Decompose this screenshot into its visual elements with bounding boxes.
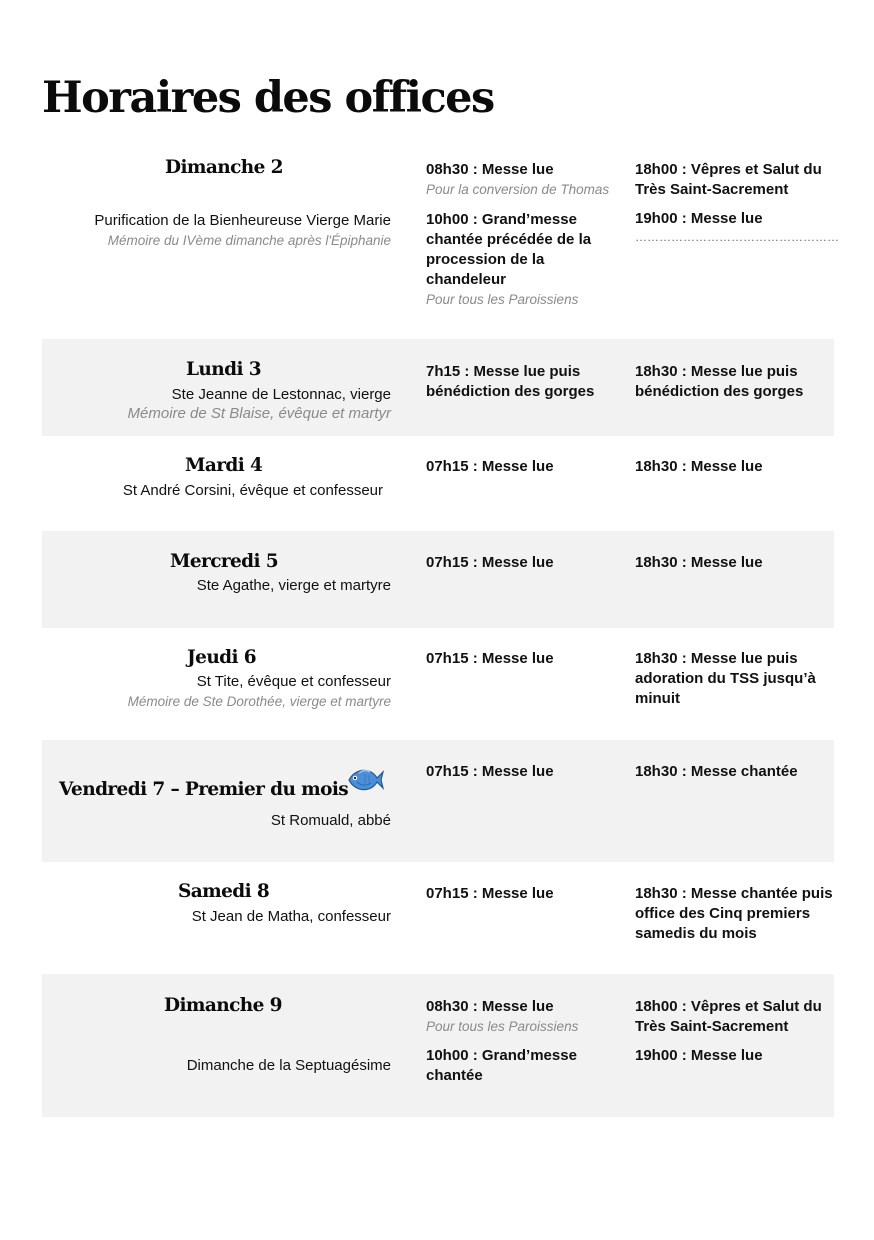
evening-schedule xyxy=(635,649,834,709)
evening-schedule xyxy=(635,997,834,1066)
service-time: 18h00 : Vêpres et Salut du Très Saint-Sacrement xyxy=(635,998,822,1035)
day-title: Samedi 8 xyxy=(178,881,270,902)
mass-intention: Pour la conversion de Thomas xyxy=(426,182,610,197)
dotted-line: …………………………………………… xyxy=(635,230,839,244)
feast-name: St Romuald, abbé xyxy=(270,812,391,829)
morning-schedule xyxy=(426,649,626,669)
mass-intention: Pour tous les Paroissiens xyxy=(426,1019,579,1034)
morning-schedule xyxy=(426,762,626,782)
service-time: 07h15 : Messe lue xyxy=(426,458,554,475)
evening-schedule xyxy=(635,884,834,944)
service-time: 18h30 : Messe chantée xyxy=(635,763,798,780)
evening-schedule xyxy=(635,457,834,477)
service-time: 18h00 : Vêpres et Salut du Très Saint-Sacrement xyxy=(635,161,822,198)
day-row-dimanche-9 xyxy=(42,974,834,1117)
morning-schedule xyxy=(426,457,626,477)
feast-name: Purification de la Bienheureuse Vierge Marie xyxy=(94,212,391,229)
service-time: 19h00 : Messe lue xyxy=(635,210,763,227)
day-row-dimanche-2 xyxy=(42,150,839,339)
service-time: 10h00 : Grand’messe chantée xyxy=(426,1047,577,1084)
evening-schedule xyxy=(635,553,834,573)
service-time: 19h00 : Messe lue xyxy=(635,1047,763,1064)
evening-schedule xyxy=(635,762,834,782)
day-title: Mardi 4 xyxy=(185,455,263,476)
service-time: 18h30 : Messe lue puis adoration du TSS jusqu’à minuit xyxy=(635,650,816,707)
day-row-jeudi-6 xyxy=(42,628,834,740)
memorial-note: Mémoire du IVème dimanche après l'Épiphanie xyxy=(107,233,391,248)
feast-name: St André Corsini, évêque et confesseur xyxy=(122,482,383,499)
service-time: 18h30 : Messe lue puis bénédiction des gorges xyxy=(635,363,804,400)
service-time: 07h15 : Messe lue xyxy=(426,885,554,902)
day-title: Vendredi 7 – Premier du mois xyxy=(59,779,349,800)
feast-name: Ste Agathe, vierge et martyre xyxy=(196,577,391,594)
memorial-note: Mémoire de St Blaise, évêque et martyr xyxy=(127,405,391,422)
memorial-note: Mémoire de Ste Dorothée, vierge et martyre xyxy=(127,694,391,709)
page-title: Horaires des offices xyxy=(42,73,494,123)
feast-name: St Jean de Matha, confesseur xyxy=(191,908,391,925)
day-row-samedi-8 xyxy=(42,862,834,974)
service-time: 10h00 : Grand’messe chantée précédée de la procession de la chandeleur xyxy=(426,211,592,288)
service-time: 18h30 : Messe chantée puis office des Cinq premiers samedis du mois xyxy=(635,885,833,942)
morning-schedule xyxy=(426,997,626,1086)
day-row-vendredi-7 xyxy=(42,740,834,862)
day-title: Mercredi 5 xyxy=(170,551,279,572)
morning-schedule xyxy=(426,160,626,309)
service-time: 08h30 : Messe lue xyxy=(426,161,554,178)
service-time: 7h15 : Messe lue puis bénédiction des gorges xyxy=(426,363,595,400)
evening-schedule xyxy=(635,160,839,245)
mass-intention: Pour tous les Paroissiens xyxy=(426,292,579,307)
day-row-mardi-4 xyxy=(42,436,834,531)
morning-schedule xyxy=(426,362,626,402)
day-row-lundi-3 xyxy=(42,339,834,436)
service-time: 07h15 : Messe lue xyxy=(426,650,554,667)
feast-name: St Tite, évêque et confesseur xyxy=(196,673,391,690)
service-time: 18h30 : Messe lue xyxy=(635,458,763,475)
day-row-mercredi-5 xyxy=(42,531,834,628)
day-title: Jeudi 6 xyxy=(187,647,257,668)
fish-icon xyxy=(345,764,385,796)
day-title: Dimanche 9 xyxy=(164,995,282,1016)
day-title: Dimanche 2 xyxy=(165,157,283,178)
evening-schedule xyxy=(635,362,834,402)
morning-schedule xyxy=(426,553,626,573)
day-title: Lundi 3 xyxy=(186,359,261,380)
feast-name: Dimanche de la Septuagésime xyxy=(186,1057,391,1074)
service-time: 18h30 : Messe lue xyxy=(635,554,763,571)
service-time: 07h15 : Messe lue xyxy=(426,554,554,571)
morning-schedule xyxy=(426,884,626,904)
service-time: 08h30 : Messe lue xyxy=(426,998,554,1015)
service-time: 07h15 : Messe lue xyxy=(426,763,554,780)
feast-name: Ste Jeanne de Lestonnac, vierge xyxy=(171,386,391,403)
